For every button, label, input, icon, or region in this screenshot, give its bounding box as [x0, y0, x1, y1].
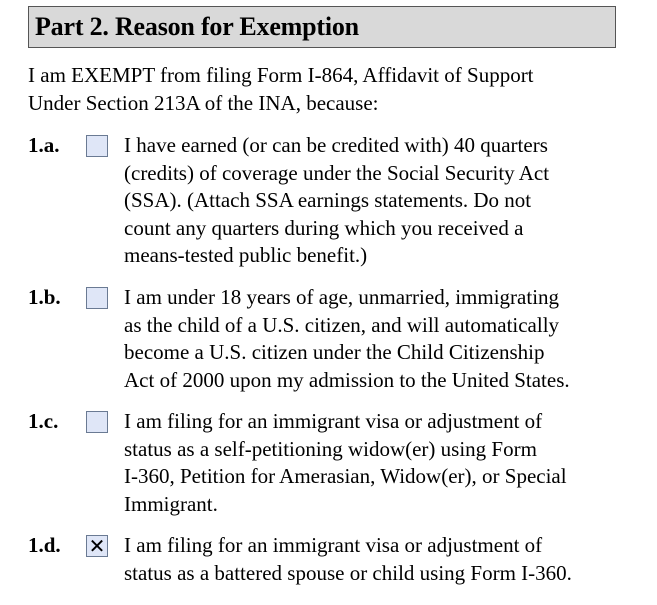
item-line: means-tested public benefit.) [124, 243, 368, 267]
checkbox-1b[interactable] [86, 287, 108, 309]
item-number: 1.d. [28, 533, 61, 557]
item-line: I am filing for an immigrant visa or adjustment of [124, 409, 543, 433]
item-number: 1.b. [28, 285, 61, 309]
item-number: 1.c. [28, 409, 59, 433]
item-line: Immigrant. [124, 491, 218, 516]
item-line: I am under 18 years of age, unmarried, immigrating [124, 285, 560, 309]
item-line: status as a self-petitioning widow(er) using Form [124, 436, 537, 461]
item-line: become a U.S. citizen under the Child Citizenship [124, 340, 545, 364]
x-mark-icon: ✕ [88, 534, 106, 558]
item-line: count any quarters during which you received a [124, 215, 524, 240]
section-title: Part 2. Reason for Exemption [35, 12, 359, 41]
section-header [28, 6, 616, 48]
item-line: as the child of a U.S. citizen, and will automatically [124, 312, 560, 337]
intro-text [28, 62, 628, 117]
item-line: (SSA). (Attach SSA earnings statements. Do not [124, 188, 532, 212]
item-line: status as a battered spouse or child using Form I-360. [124, 560, 572, 585]
intro-line: Under Section 213A of the INA, because: [28, 90, 379, 115]
item-text [124, 532, 624, 587]
item-line: Act of 2000 upon my admission to the United States. [124, 367, 570, 392]
checkbox-1a[interactable] [86, 135, 108, 157]
item-line: I am filing for an immigrant visa or adjustment of [124, 533, 543, 557]
item-line: (credits) of coverage under the Social Security Act [124, 160, 550, 185]
item-text [124, 408, 624, 518]
item-line: I-360, Petition for Amerasian, Widow(er), or Special [124, 464, 567, 488]
item-number: 1.a. [28, 133, 60, 157]
item-line: I have earned (or can be credited with) 40 quarters [124, 133, 548, 157]
item-text [124, 284, 624, 394]
checkbox-1d[interactable] [86, 535, 108, 557]
checkbox-1c[interactable] [86, 411, 108, 433]
item-text [124, 132, 624, 270]
intro-line: I am EXEMPT from filing Form I-864, Affidavit of Support [28, 63, 534, 87]
